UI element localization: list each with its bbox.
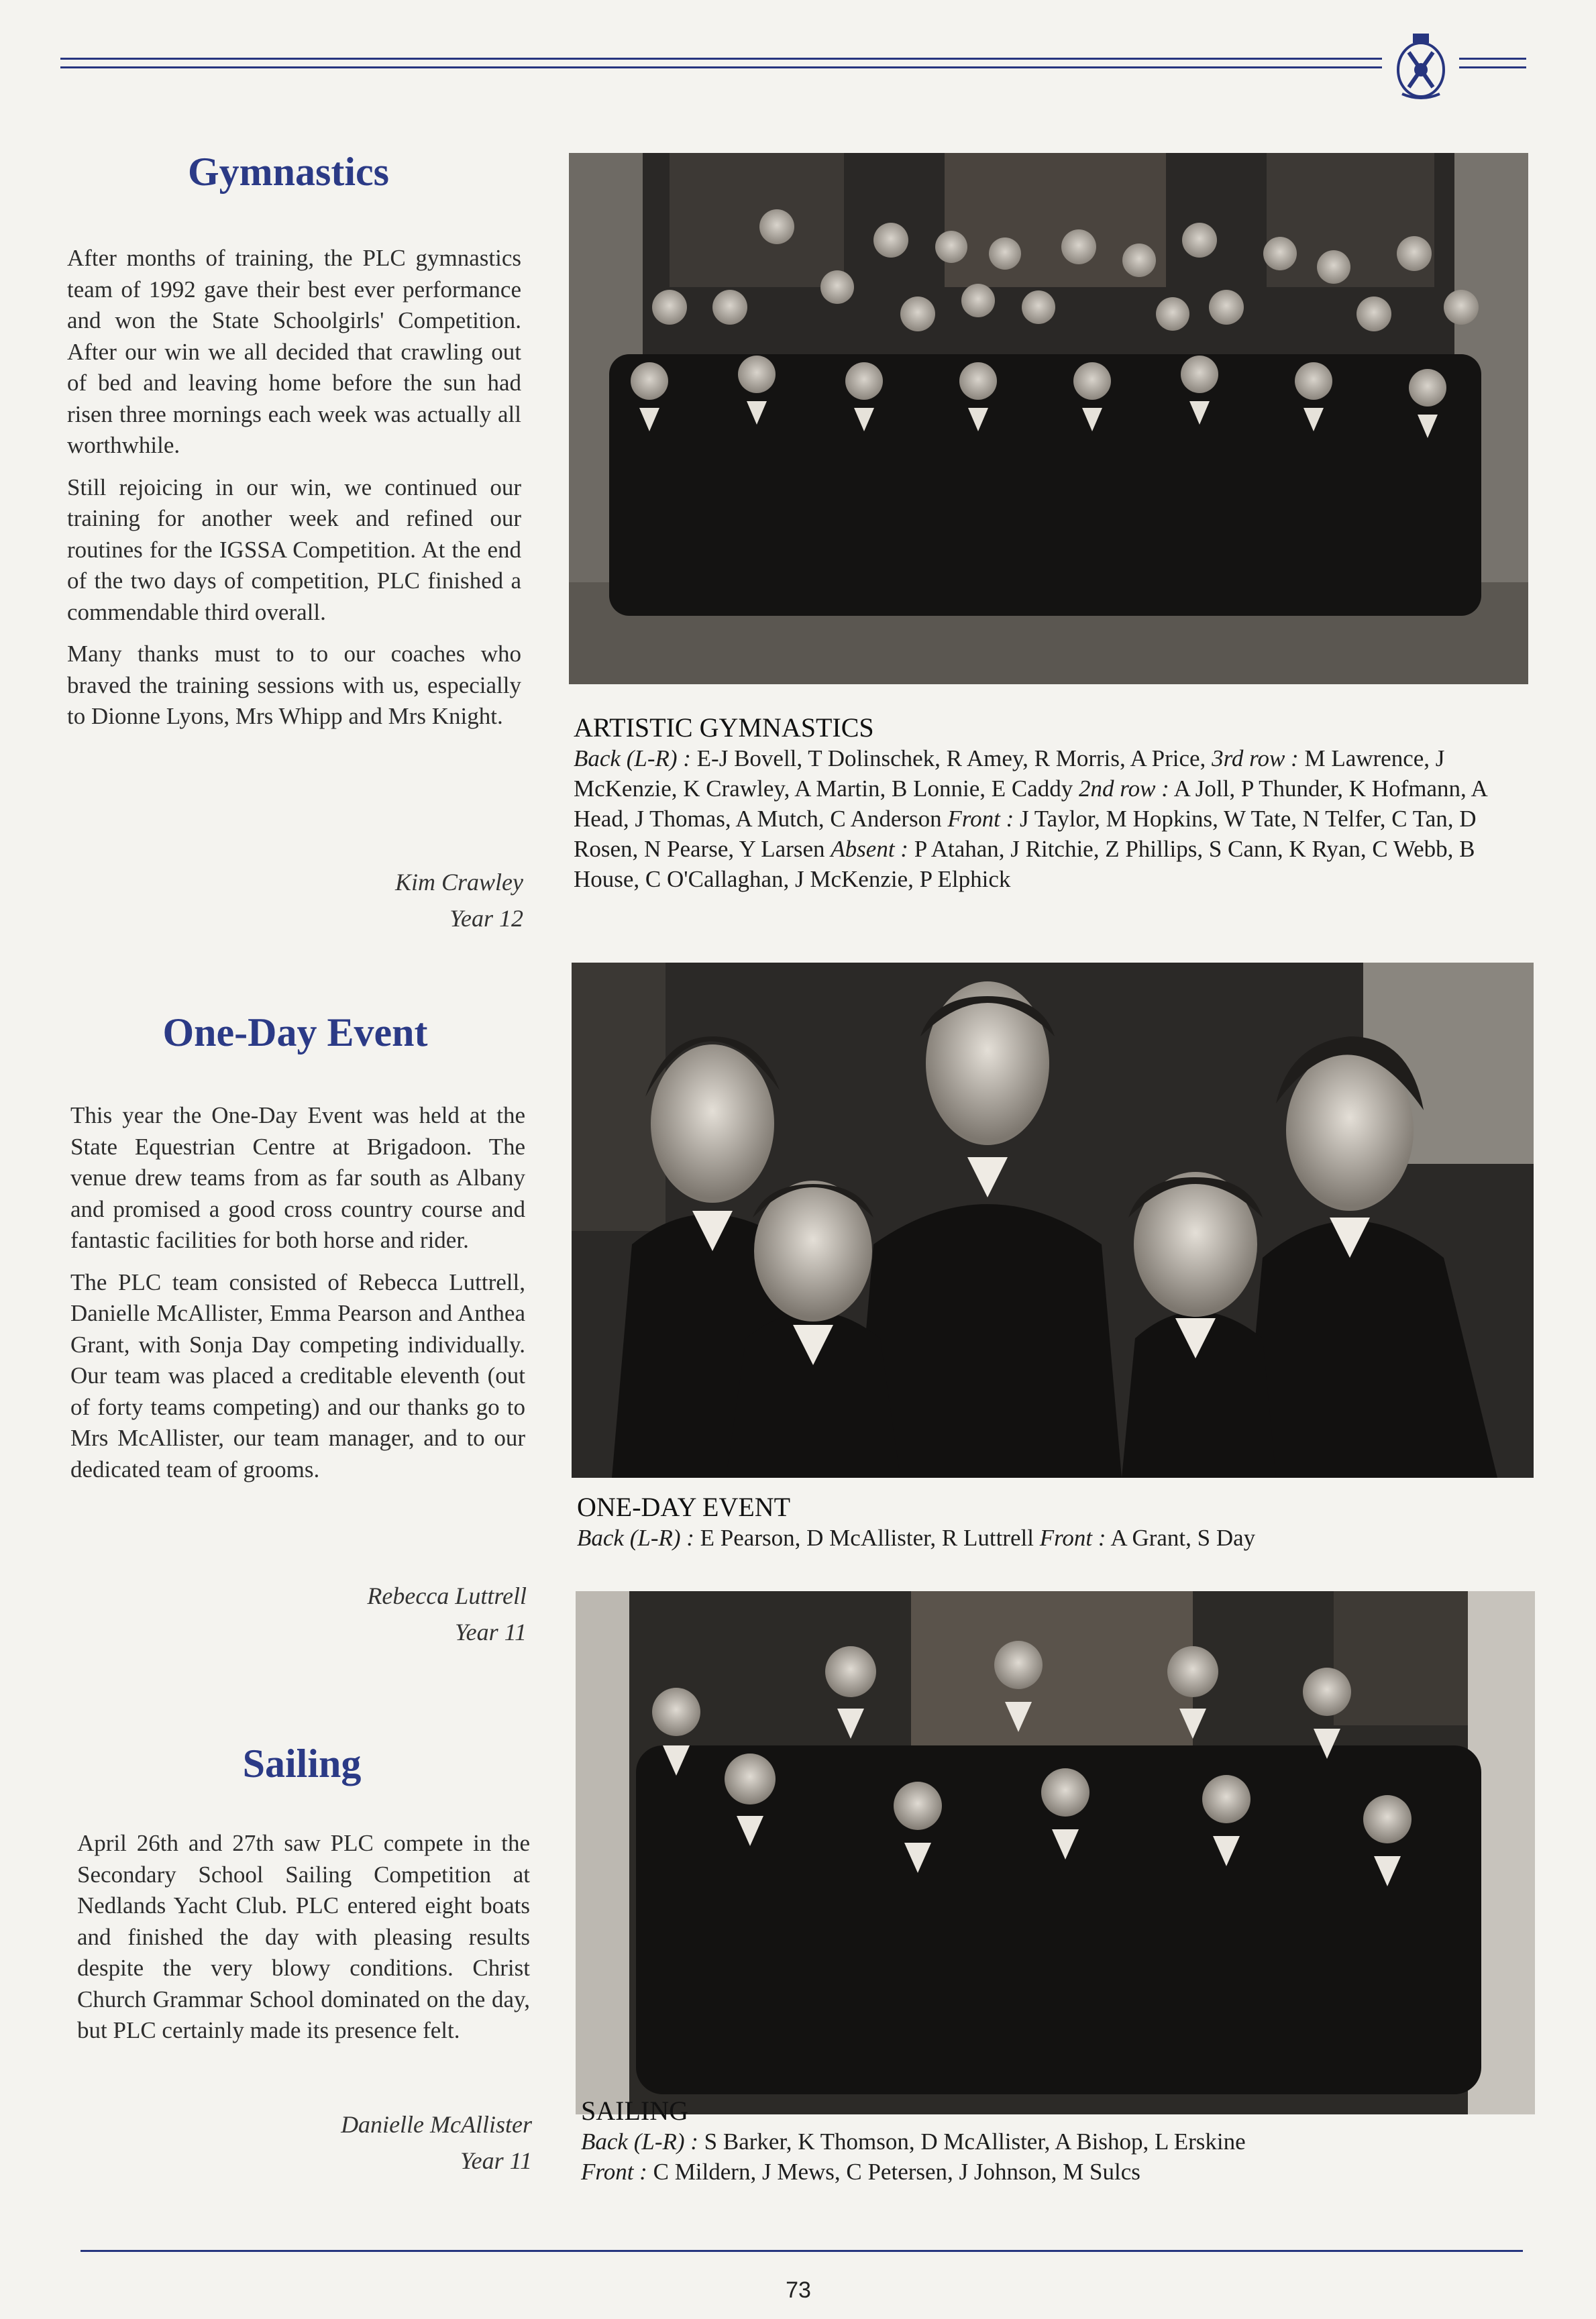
gymnastics-paragraph: Still rejoicing in our win, we continued our training for another week and refined our routines for the IGSSA Competition. At the end of the two days of competition, PLC finished a commendable third overall.	[67, 474, 521, 625]
caption-line-front	[581, 2157, 1534, 2187]
sailing-heading: Sailing	[242, 1741, 362, 1786]
caption-role-label: Absent :	[831, 836, 908, 862]
caption-names: S Barker, K Thomson, D McAllister, A Bishop, L Erskine	[704, 2128, 1246, 2155]
artistic-gymnastics-caption	[574, 712, 1526, 894]
caption-line-back	[581, 2126, 1534, 2157]
sailing-photo	[576, 1591, 1535, 2114]
one-day-event-paragraph: The PLC team consisted of Rebecca Luttrell, Danielle McAllister, Emma Pearson and Anthea Grant, with Sonja Day competing individually. Our team was placed a creditable eleventh (out of forty teams competing) and our thanks go to Mrs McAllister, our team manager, and to our dedicated team of grooms.	[70, 1269, 525, 1482]
caption-title: SAILING	[581, 2096, 688, 2126]
sailing-signature	[201, 2106, 532, 2179]
one-day-event-article	[70, 1100, 525, 1496]
one-day-event-signature	[201, 1578, 527, 1650]
author-year: Year 11	[460, 2147, 532, 2174]
author-name: Rebecca Luttrell	[367, 1582, 527, 1609]
top-rule-right	[1459, 58, 1526, 68]
sailing-article	[77, 1828, 530, 2057]
page-number: 73	[786, 2277, 811, 2303]
author-name: Kim Crawley	[394, 869, 523, 896]
one-day-event-photo	[572, 963, 1534, 1478]
caption-role-label: 3rd row :	[1212, 745, 1299, 771]
sailing-paragraph: April 26th and 27th saw PLC compete in the Secondary School Sailing Competition at Nedlands Yacht Club. PLC entered eight boats and finished the day with pleasing results despite the very blowy conditions. Christ Church Grammar School dominated on the day, but PLC certainly made its presence felt.	[77, 1830, 530, 2043]
sailing-caption	[581, 2096, 1534, 2187]
caption-names: P Atahan, J Ritchie, Z Phillips, S Cann, K Ryan, C Webb, B House, C O'Callaghan, J McKenzie, P Elphick	[574, 836, 1475, 892]
caption-role-label: Back (L-R) :	[574, 745, 691, 771]
caption-names: C Mildern, J Mews, C Petersen, J Johnson, M Sulcs	[653, 2159, 1140, 2185]
caption-names: M Lawrence, J McKenzie, K Crawley, A Martin, B Lonnie, E Caddy	[574, 745, 1445, 802]
caption-role-label: Front :	[581, 2159, 647, 2185]
caption-names: J Taylor, M Hopkins, W Tate, N Telfer, C Tan, D Rosen, N Pearse, Y Larsen	[574, 806, 1477, 862]
caption-names: E-J Bovell, T Dolinschek, R Amey, R Morris, A Price,	[696, 745, 1206, 771]
caption-role-label: 2nd row :	[1079, 775, 1169, 802]
caption-names: A Joll, P Thunder, K Hofmann, A Head, J Thomas, A Mutch, C Anderson	[574, 775, 1487, 832]
caption-names: A Grant, S Day	[1110, 1525, 1256, 1551]
one-day-event-caption	[577, 1492, 1530, 1553]
gymnastics-signature	[201, 864, 523, 936]
author-year: Year 12	[449, 905, 523, 932]
gymnastics-article	[67, 243, 521, 743]
one-day-event-paragraph: This year the One-Day Event was held at the State Equestrian Centre at Brigadoon. The venue drew teams from as far south as Albany and promised a good cross country course and fantastic facilities for both horse and rider.	[70, 1102, 525, 1253]
author-year: Year 11	[454, 1619, 527, 1646]
caption-role-label: Back (L-R) :	[581, 2128, 698, 2155]
gymnastics-paragraph: After months of training, the PLC gymnastics team of 1992 gave their best ever performance and won the State Schoolgirls' Competition. After our win we all decided that crawling out of bed and leaving home before the sun had risen three mornings each week was actually all worthwhile.	[67, 245, 521, 458]
caption-title: ONE-DAY EVENT	[577, 1492, 791, 1522]
one-day-event-heading: One-Day Event	[162, 1010, 428, 1055]
caption-names: E Pearson, D McAllister, R Luttrell	[700, 1525, 1034, 1551]
top-rule	[60, 58, 1382, 68]
gymnastics-heading: Gymnastics	[188, 150, 389, 194]
artistic-gymnastics-photo	[569, 153, 1528, 684]
caption-role-label: Front :	[947, 806, 1014, 832]
gymnastics-paragraph: Many thanks must to to our coaches who braved the training sessions with us, especially to Dionne Lyons, Mrs Whipp and Mrs Knight.	[67, 641, 521, 729]
caption-title: ARTISTIC GYMNASTICS	[574, 712, 874, 743]
bottom-rule	[81, 2250, 1523, 2252]
author-name: Danielle McAllister	[341, 2111, 532, 2138]
caption-role-label: Front :	[1039, 1525, 1106, 1551]
caption-role-label: Back (L-R) :	[577, 1525, 694, 1551]
school-crest-icon	[1389, 30, 1453, 103]
